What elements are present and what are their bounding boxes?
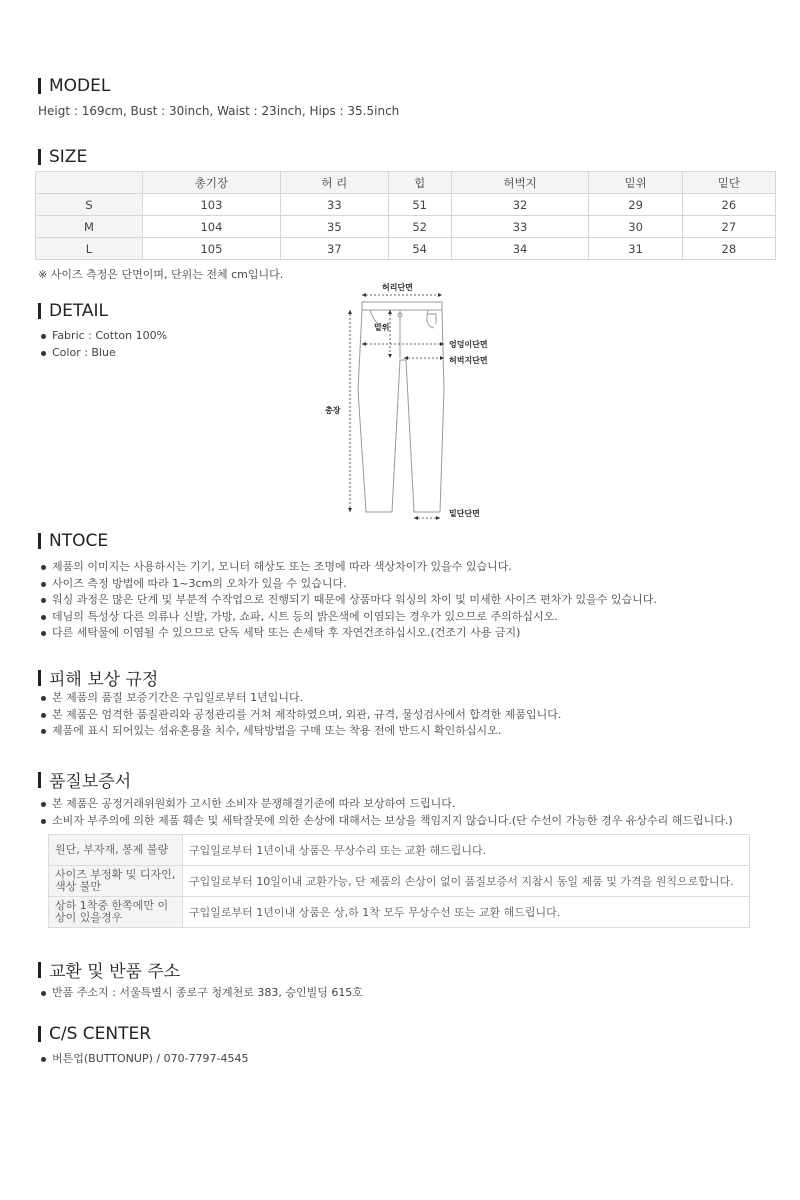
notice-section-title	[38, 531, 108, 551]
model-info: Heigt : 169cm, Bust : 30inch, Waist : 23inch, Hips : 35.5inch	[38, 104, 400, 118]
warranty-label: 원단, 부자재, 봉제 불량	[49, 835, 183, 866]
list-item: 반품 주소지 : 서울특별시 종로구 청계천로 383, 승인빌딩 615호	[38, 985, 363, 1002]
size-header-cell: 허 리	[280, 172, 388, 194]
detail-section-title	[38, 301, 108, 321]
list-item: 다른 세탁물에 이염될 수 있으므로 단독 세탁 또는 손세탁 후 자연건조하십시오.(건조기 사용 금지)	[38, 625, 657, 642]
list-item: Color : Blue	[38, 345, 167, 362]
model-section-title	[38, 76, 110, 96]
size-cell: 29	[589, 194, 682, 216]
list-item: 사이즈 측정 방법에 따라 1~3cm의 오차가 있을 수 있습니다.	[38, 576, 657, 593]
size-cell: 28	[682, 238, 775, 260]
cs-list	[38, 1051, 249, 1068]
warranty-title: 품질보증서	[49, 772, 132, 792]
exchange-title: 교환 및 반품 주소	[49, 962, 181, 982]
size-cell: 32	[451, 194, 589, 216]
table-row	[49, 835, 750, 866]
size-label-cell: L	[36, 238, 143, 260]
title-bar	[38, 772, 41, 788]
list-item: 버튼업(BUTTONUP) / 070-7797-4545	[38, 1051, 249, 1068]
size-note: ※ 사이즈 측정은 단면이며, 단위는 전체 cm입니다.	[38, 268, 284, 281]
diagram-label-hip: 엉덩이단면	[449, 340, 488, 349]
title-bar	[38, 149, 41, 165]
warranty-list	[38, 796, 733, 829]
size-cell: 103	[143, 194, 281, 216]
table-row	[36, 194, 776, 216]
size-cell: 104	[143, 216, 281, 238]
table-row	[36, 216, 776, 238]
title-bar	[38, 962, 41, 978]
pants-outline-icon	[358, 302, 444, 512]
size-cell: 37	[280, 238, 388, 260]
warranty-desc: 구입일로부터 1년이내 상품은 무상수리 또는 교환 해드립니다.	[183, 835, 750, 866]
warranty-desc: 구입일로부터 1년이내 상품은 상,하 1착 모두 무상수선 또는 교환 해드립니다.	[183, 897, 750, 928]
list-item: 워싱 과정은 많은 단계 및 부분적 수작업으로 진행되기 때문에 상품마다 워싱의 차이 및 미세한 사이즈 편차가 있을수 있습니다.	[38, 592, 657, 609]
size-section-title	[38, 147, 87, 167]
size-cell: 26	[682, 194, 775, 216]
table-row	[36, 238, 776, 260]
list-item: 소비자 부주의에 의한 제품 훼손 및 세탁잘못에 의한 손상에 대해서는 보상을 책임지지 않습니다.(단 수선이 가능한 경우 유상수리 해드립니다.)	[38, 813, 733, 830]
size-cell: 105	[143, 238, 281, 260]
size-table	[35, 171, 776, 260]
size-label-cell: S	[36, 194, 143, 216]
detail-list	[38, 328, 167, 361]
list-item: 제품에 표시 되어있는 섬유혼용율 치수, 세탁방법을 구매 또는 착용 전에 반드시 확인하십시오.	[38, 723, 561, 740]
diagram-label-length: 총장	[325, 406, 341, 415]
size-label-cell: M	[36, 216, 143, 238]
size-cell: 27	[682, 216, 775, 238]
title-bar	[38, 78, 41, 94]
list-item: 데님의 특성상 다른 의류나 신발, 가방, 쇼파, 시트 등의 밝은색에 이염되는 경우가 있으므로 주의하십시오.	[38, 609, 657, 626]
exchange-section-title	[38, 957, 180, 982]
warranty-section-title	[38, 767, 131, 792]
size-cell: 33	[280, 194, 388, 216]
size-cell: 31	[589, 238, 682, 260]
title-bar	[38, 533, 41, 549]
size-header-cell	[36, 172, 143, 194]
diagram-label-thigh: 허벅지단면	[449, 356, 488, 365]
list-item: 본 제품은 공정거래위원회가 고시한 소비자 분쟁해결기준에 따라 보상하여 드립니다.	[38, 796, 733, 813]
compensation-title: 피해 보상 규정	[49, 670, 159, 690]
list-item: 본 제품은 엄격한 품질관리와 공정관리를 거쳐 제작하였으며, 외관, 규격, 물성검사에서 합격한 제품입니다.	[38, 707, 561, 724]
size-header-cell: 총기장	[143, 172, 281, 194]
warranty-desc: 구입일로부터 10일이내 교환가능, 단 제품의 손상이 없이 품질보증서 지참시 동일 제품 및 가격을 원칙으로합니다.	[183, 866, 750, 897]
size-cell: 35	[280, 216, 388, 238]
size-cell: 51	[388, 194, 451, 216]
size-cell: 34	[451, 238, 589, 260]
warranty-label: 사이즈 부정확 및 디자인, 색상 불만	[49, 866, 183, 897]
list-item: Fabric : Cotton 100%	[38, 328, 167, 345]
model-title: MODEL	[49, 76, 111, 96]
pants-measurement-diagram	[320, 280, 500, 525]
diagram-label-rise: 밑위	[374, 323, 390, 332]
size-header-cell: 밑위	[589, 172, 682, 194]
warranty-label: 상하 1착중 한쪽에만 이상이 있을경우	[49, 897, 183, 928]
size-header-cell: 힙	[388, 172, 451, 194]
table-row	[49, 897, 750, 928]
compensation-list	[38, 690, 561, 740]
list-item: 본 제품의 품질 보증기간은 구입일로부터 1년입니다.	[38, 690, 561, 707]
size-header-cell: 밑단	[682, 172, 775, 194]
exchange-list	[38, 985, 363, 1002]
detail-title: DETAIL	[49, 301, 109, 321]
size-cell: 52	[388, 216, 451, 238]
cs-section-title	[38, 1024, 151, 1044]
size-title: SIZE	[49, 147, 88, 167]
list-item: 제품의 이미지는 사용하시는 기기, 모니터 해상도 또는 조명에 따라 색상차이가 있을수 있습니다.	[38, 559, 657, 576]
table-row	[49, 866, 750, 897]
warranty-table	[48, 834, 750, 928]
title-bar	[38, 303, 41, 319]
size-cell: 54	[388, 238, 451, 260]
title-bar	[38, 670, 41, 686]
size-header-cell: 허벅지	[451, 172, 589, 194]
diagram-label-waist: 허리단면	[382, 283, 413, 292]
diagram-label-hem: 밑단단면	[449, 509, 480, 518]
size-cell: 33	[451, 216, 589, 238]
size-table-header	[36, 172, 776, 194]
notice-list	[38, 559, 657, 642]
cs-title: C/S CENTER	[49, 1024, 152, 1044]
size-cell: 30	[589, 216, 682, 238]
title-bar	[38, 1026, 41, 1042]
notice-title: NTOCE	[49, 531, 109, 551]
compensation-section-title	[38, 665, 158, 690]
